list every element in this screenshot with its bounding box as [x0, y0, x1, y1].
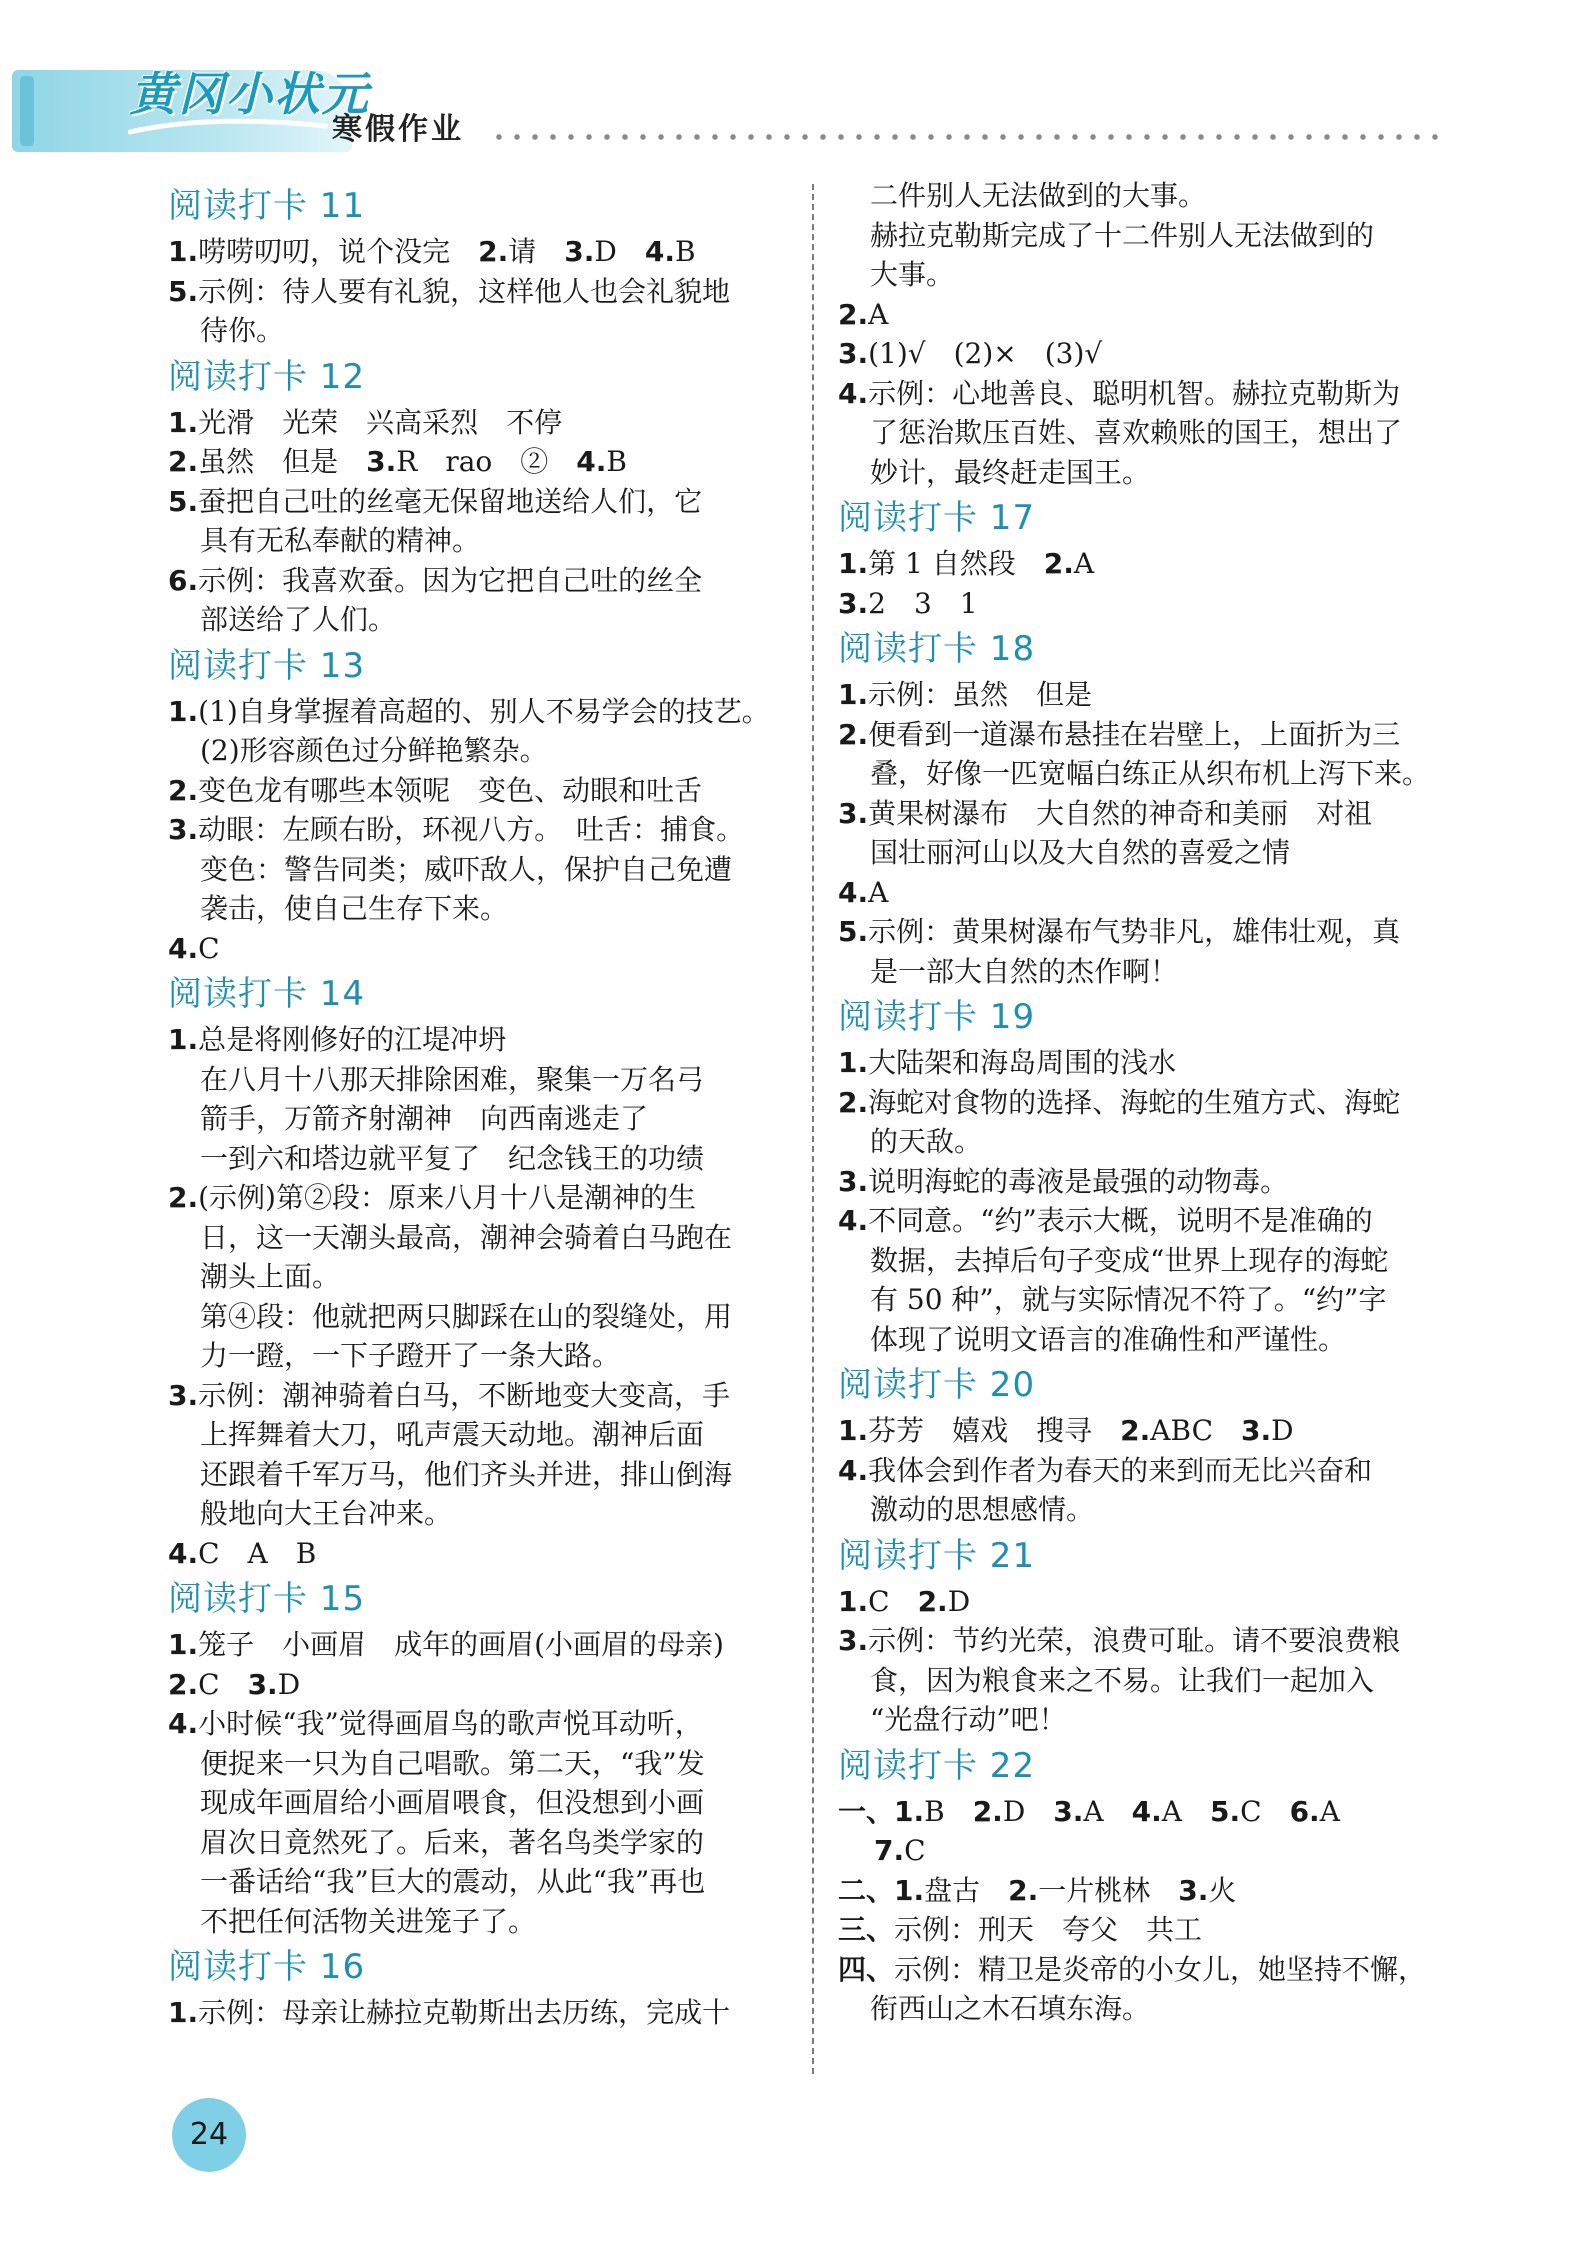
- answer-section: [168, 968, 788, 1573]
- answer-text: C: [1240, 1794, 1290, 1828]
- answer-text: 激动的思想感情。: [870, 1493, 1095, 1526]
- answer-text: 变色：警告同类；威吓敌人，保护自己免遭: [200, 852, 733, 886]
- answer-section: [838, 1740, 1468, 2029]
- answer-text: 眉次日竟然死了。后来，著名鸟类学家的: [200, 1825, 705, 1859]
- answer-text: (2)形容颜色过分鲜艳繁杂。: [200, 734, 548, 767]
- answer-line: [168, 1139, 788, 1179]
- answer-text: 妙计，最终赶走国王。: [870, 455, 1151, 489]
- answer-line: [168, 1783, 788, 1823]
- question-number: 1.: [838, 678, 869, 711]
- answer-section: [838, 991, 1468, 1359]
- question-number: 4.: [838, 376, 869, 410]
- answer-text: 赫拉克勒斯完成了十二件别人无法做到的: [870, 218, 1375, 252]
- answer-line: [168, 1297, 788, 1337]
- question-number: 1.: [168, 1996, 199, 2029]
- answer-section: [838, 492, 1468, 623]
- answer-line: [168, 1534, 788, 1574]
- question-number: 1.: [838, 1046, 869, 1079]
- question-number: 二、1.: [838, 1873, 925, 1907]
- answer-line: [168, 1704, 788, 1744]
- question-number: 4.: [644, 235, 675, 268]
- question-number: 4.: [168, 1707, 199, 1740]
- answer-line: [168, 1218, 788, 1258]
- answer-line: [838, 1490, 1468, 1530]
- question-number: 5.: [838, 915, 869, 948]
- question-number: 4.: [838, 875, 869, 909]
- answer-section: [838, 176, 1468, 492]
- answer-line: [168, 1862, 788, 1902]
- answer-text: 一片桃林: [1038, 1873, 1179, 1907]
- answer-line: [838, 176, 1468, 216]
- answer-line: [168, 311, 788, 351]
- question-number: 3.: [1178, 1873, 1209, 1907]
- answer-line: [168, 1494, 788, 1534]
- answer-line: [838, 374, 1468, 414]
- answer-text: 2 3 1: [868, 586, 978, 620]
- answer-line: [838, 1411, 1468, 1451]
- answer-text: 具有无私奉献的精神。: [200, 524, 481, 557]
- answer-text: 不把任何活物关进笼子了。: [200, 1904, 537, 1938]
- question-number: 2.: [1043, 547, 1074, 580]
- question-number: 3.: [1241, 1414, 1272, 1447]
- answer-text: 请: [508, 235, 565, 268]
- answer-text: 部送给了人们。: [200, 603, 397, 636]
- answer-text: 一番话给“我”巨大的震动，从此“我”再也: [200, 1865, 706, 1898]
- question-number: 1.: [168, 1628, 199, 1661]
- answer-line: [168, 1993, 788, 2033]
- answer-line: [168, 810, 788, 850]
- question-number: 7.: [874, 1834, 905, 1867]
- question-number: 2.: [1120, 1414, 1151, 1447]
- answer-text: 便捉来一只为自己唱歌。第二天，“我”发: [200, 1746, 705, 1780]
- question-number: 2.: [1008, 1873, 1039, 1907]
- question-number: 2.: [838, 1085, 869, 1119]
- answer-line: [838, 1700, 1468, 1740]
- answer-text: 笼子 小画眉 成年的画眉(小画眉的母亲): [198, 1628, 724, 1661]
- answer-line: [168, 1336, 788, 1376]
- answer-text: A: [1161, 1794, 1210, 1828]
- question-number: 1.: [838, 1584, 869, 1618]
- answer-line: [168, 600, 788, 640]
- question-number: 1.: [168, 1023, 199, 1056]
- answer-line: [168, 1665, 788, 1705]
- answer-line: [168, 1902, 788, 1942]
- question-number: 3.: [838, 337, 869, 370]
- left-column: [168, 180, 788, 2033]
- brand-swoosh-icon: [128, 112, 328, 142]
- question-number: 1.: [168, 405, 199, 439]
- answer-text: 变色龙有哪些本领呢 变色、动眼和吐舌: [198, 773, 703, 807]
- question-number: 5.: [168, 274, 199, 308]
- answer-text: 蚕把自己吐的丝毫无保留地送给人们，它: [198, 484, 703, 518]
- answer-text: D: [1271, 1414, 1294, 1447]
- answer-line: [168, 1020, 788, 1060]
- section-title: 阅读打卡 19: [838, 997, 1036, 1037]
- section-title: 阅读打卡 17: [838, 498, 1036, 538]
- answer-line: [838, 1621, 1468, 1661]
- question-number: 6.: [1289, 1794, 1320, 1828]
- answer-line: [168, 889, 788, 929]
- answer-text: 大陆架和海岛周围的浅水: [868, 1046, 1177, 1079]
- answer-text: (1)自身掌握着高超的、别人不易学会的技艺。: [198, 694, 770, 728]
- answer-line: [838, 754, 1468, 794]
- answer-text: 火: [1208, 1873, 1237, 1907]
- answer-line: [838, 1162, 1468, 1202]
- answer-text: 体现了说明文语言的准确性和严谨性。: [870, 1322, 1347, 1356]
- answer-line: [168, 232, 788, 272]
- answer-section: [838, 1359, 1468, 1530]
- answer-line: [168, 1455, 788, 1495]
- answer-text: 示例：母亲让赫拉克勒斯出去历练，完成十: [198, 1996, 731, 2029]
- question-number: 1.: [168, 694, 199, 728]
- question-number: 3.: [247, 1667, 278, 1701]
- answer-line: [168, 1415, 788, 1455]
- answer-text: 有 50 种”，就与实际情况不符了。“约”字: [870, 1283, 1387, 1316]
- answer-text: 示例：我喜欢蚕。因为它把自己吐的丝全: [198, 563, 703, 597]
- answer-text: A: [1319, 1794, 1340, 1828]
- answer-text: 示例：刑天 夸父 共工: [894, 1913, 1203, 1946]
- question-number: 4.: [168, 1536, 199, 1570]
- answer-text: 是一部大自然的杰作啊！: [870, 954, 1179, 988]
- answer-text: 示例：精卫是炎帝的小女儿，她坚持不懈，: [894, 1952, 1427, 1986]
- answer-text: 示例：待人要有礼貌，这样他人也会礼貌地: [198, 274, 731, 308]
- answer-text: 光滑 光荣 兴高采烈 不停: [198, 405, 563, 439]
- question-number: 三、: [838, 1913, 895, 1946]
- answer-line: [838, 216, 1468, 256]
- question-number: 5.: [168, 484, 199, 518]
- page-number: 24: [172, 2098, 246, 2172]
- answer-line: [838, 1989, 1468, 2029]
- answer-text: 示例：潮神骑着白马，不断地变大变高，手: [198, 1378, 731, 1412]
- answer-line: [838, 1201, 1468, 1241]
- question-number: 5.: [1210, 1794, 1241, 1828]
- answer-line: [838, 1582, 1468, 1622]
- answer-text: 数据，去掉后句子变成“世界上现存的海蛇: [870, 1243, 1389, 1277]
- answer-text: 还跟着千军万马，他们齐头并进，排山倒海: [200, 1457, 733, 1491]
- question-number: 4.: [838, 1453, 869, 1487]
- answer-line: [838, 833, 1468, 873]
- answer-text: 便看到一道瀑布悬挂在岩壁上，上面折为三: [868, 717, 1401, 751]
- answer-line: [838, 675, 1468, 715]
- answer-line: [838, 413, 1468, 453]
- question-number: 四、: [838, 1952, 895, 1986]
- answer-text: 黄果树瀑布 大自然的神奇和美丽 对祖: [868, 796, 1373, 830]
- answer-line: [838, 1280, 1468, 1320]
- answer-text: (1)√ (2)× (3)√: [868, 337, 1103, 370]
- answer-line: [168, 1099, 788, 1139]
- answer-line: [838, 453, 1468, 493]
- answer-line: [168, 771, 788, 811]
- header-subtitle: 寒假作业: [332, 112, 464, 147]
- answer-text: 食，因为粮食来之不易。让我们一起加入: [870, 1663, 1375, 1697]
- answer-text: 动眼：左顾右盼，环视八方。 吐舌：捕食。: [198, 813, 745, 846]
- answer-line: [168, 521, 788, 561]
- question-number: 1.: [838, 1414, 869, 1447]
- answer-section: [168, 180, 788, 351]
- answer-text: A: [1083, 1794, 1132, 1828]
- answer-text: 二件别人无法做到的大事。: [870, 179, 1207, 212]
- answer-line: [168, 1060, 788, 1100]
- answer-text: 唠唠叨叨，说个没完: [198, 235, 479, 268]
- answer-line: [838, 544, 1468, 584]
- answer-text: 潮头上面。: [200, 1260, 341, 1293]
- answer-text: 上挥舞着大刀，吼声震天动地。潮神后面: [200, 1418, 705, 1451]
- answer-text: D: [594, 235, 645, 268]
- answer-line: [838, 1451, 1468, 1491]
- answer-section: [168, 1573, 788, 1941]
- answer-text: D: [1002, 1794, 1054, 1828]
- answer-text: 小时候“我”觉得画眉鸟的歌声悦耳动听，: [198, 1707, 703, 1740]
- answer-text: 芬芳 嬉戏 搜寻: [868, 1414, 1121, 1447]
- answer-text: 日，这一天潮头最高，潮神会骑着白马跑在: [200, 1220, 733, 1254]
- answer-line: [168, 692, 788, 732]
- answer-line: [168, 929, 788, 969]
- answer-line: [838, 584, 1468, 624]
- answer-text: A: [868, 297, 889, 331]
- section-title: 阅读打卡 21: [838, 1535, 1036, 1576]
- answer-text: A: [1073, 547, 1095, 580]
- answer-text: 般地向大王台冲来。: [200, 1497, 453, 1530]
- answer-text: 力一蹬，一下子蹬开了一条大路。: [200, 1339, 621, 1372]
- answer-text: 示例：节约光荣，浪费可耻。请不要浪费粮: [868, 1624, 1401, 1657]
- answer-text: 第 1 自然段: [868, 547, 1044, 580]
- answer-text: 一到六和塔边就平复了 纪念钱王的功绩: [200, 1141, 705, 1175]
- answer-line: [168, 561, 788, 601]
- question-number: 2.: [168, 1667, 199, 1701]
- question-number: 2.: [478, 235, 509, 268]
- question-number: 3.: [838, 796, 869, 830]
- question-number: 3.: [838, 586, 869, 620]
- question-number: 2.: [972, 1794, 1003, 1828]
- question-number: 1.: [168, 235, 199, 268]
- answer-line: [838, 794, 1468, 834]
- answer-text: C A B: [198, 1536, 317, 1570]
- answer-text: 袭击，使自己生存下来。: [200, 892, 509, 925]
- answer-text: D: [277, 1667, 301, 1701]
- question-number: 4.: [838, 1204, 869, 1237]
- answer-line: [838, 873, 1468, 913]
- question-number: 6.: [168, 563, 199, 597]
- question-number: 2.: [168, 1181, 199, 1214]
- section-title: 阅读打卡 22: [838, 1745, 1036, 1786]
- answer-text: 待你。: [200, 314, 285, 347]
- answer-line: [838, 1910, 1468, 1950]
- column-divider: [812, 184, 814, 2074]
- answer-line: [168, 272, 788, 312]
- answer-section: [168, 351, 788, 640]
- answer-text: B: [674, 235, 696, 268]
- question-number: 3.: [564, 235, 595, 268]
- answer-text: 衔西山之木石填东海。: [870, 1992, 1151, 2025]
- question-number: 3.: [838, 1164, 869, 1198]
- answer-line: [168, 1823, 788, 1863]
- answer-text: D: [947, 1584, 971, 1618]
- answer-line: [838, 1043, 1468, 1083]
- question-number: 2.: [838, 297, 869, 331]
- header-dotted-rule: [490, 132, 1450, 142]
- answer-text: C: [198, 1667, 248, 1701]
- brand-logo: 黄冈小状元: [130, 67, 370, 121]
- answer-line: [838, 1871, 1468, 1911]
- answer-line: [838, 715, 1468, 755]
- answer-line: [838, 1083, 1468, 1123]
- question-number: 3.: [1053, 1794, 1084, 1828]
- answer-line: [838, 952, 1468, 992]
- answer-text: 示例：心地善良、聪明机智。赫拉克勒斯为: [868, 376, 1401, 410]
- question-number: 3.: [168, 813, 199, 846]
- question-number: 2.: [838, 717, 869, 751]
- question-number: 1.: [838, 547, 869, 580]
- answer-line: [168, 731, 788, 771]
- question-number: 2.: [168, 445, 199, 478]
- answer-line: [838, 1950, 1468, 1990]
- answer-section: [168, 1941, 788, 2033]
- answer-line: [168, 1625, 788, 1665]
- question-number: 4.: [168, 931, 199, 965]
- answer-text: 国壮丽河山以及大自然的喜爱之情: [870, 836, 1291, 869]
- answer-text: 第④段：他就把两只脚踩在山的裂缝处，用: [200, 1299, 733, 1333]
- answer-line: [838, 1320, 1468, 1360]
- right-column: [838, 176, 1468, 2029]
- question-number: 一、1.: [838, 1794, 925, 1828]
- answer-text: 总是将刚修好的江堤冲坍: [198, 1023, 507, 1056]
- answer-text: 大事。: [870, 258, 955, 291]
- answer-text: 叠，好像一匹宽幅白练正从织布机上泻下来。: [870, 757, 1431, 790]
- answer-text: 现成年画眉给小画眉喂食，但没想到小画: [200, 1786, 705, 1819]
- page-header: [0, 0, 1588, 160]
- answer-text: 箭手，万箭齐射潮神 向西南逃走了: [200, 1102, 649, 1135]
- answer-line: [838, 334, 1468, 374]
- section-title: 阅读打卡 12: [168, 356, 366, 397]
- answer-line: [168, 1178, 788, 1218]
- answer-line: [838, 1831, 1468, 1871]
- answer-text: C: [904, 1834, 926, 1867]
- answer-text: 说明海蛇的毒液是最强的动物毒。: [868, 1164, 1289, 1198]
- question-number: 4.: [1131, 1794, 1162, 1828]
- answer-section: [168, 640, 788, 969]
- question-number: 2.: [168, 773, 199, 807]
- answer-line: [168, 1744, 788, 1784]
- section-title: 阅读打卡 15: [168, 1579, 366, 1619]
- answer-line: [168, 1376, 788, 1416]
- answer-line: [838, 255, 1468, 295]
- answer-text: C: [198, 931, 220, 965]
- section-title: 阅读打卡 11: [168, 186, 366, 226]
- answer-text: 的天敌。: [870, 1125, 983, 1158]
- section-title: 阅读打卡 13: [168, 645, 366, 686]
- answer-line: [838, 912, 1468, 952]
- answer-section: [838, 1530, 1468, 1740]
- answer-text: 示例：虽然 但是: [868, 678, 1093, 711]
- answer-text: 海蛇对食物的选择、海蛇的生殖方式、海蛇: [868, 1085, 1401, 1119]
- answer-text: R rao ②: [396, 445, 577, 478]
- question-number: 3.: [168, 1378, 199, 1412]
- answer-text: 虽然 但是: [198, 445, 367, 478]
- answer-text: ABC: [1150, 1414, 1242, 1447]
- answer-line: [168, 850, 788, 890]
- answer-text: 我体会到作者为春天的来到而无比兴奋和: [868, 1453, 1373, 1487]
- section-title: 阅读打卡 14: [168, 974, 366, 1014]
- question-number: 4.: [576, 445, 607, 478]
- answer-text: “光盘行动”吧！: [870, 1703, 1067, 1736]
- answer-line: [168, 1257, 788, 1297]
- answer-line: [838, 1661, 1468, 1701]
- answer-line: [838, 295, 1468, 335]
- answer-text: B: [924, 1794, 973, 1828]
- answer-section: [838, 623, 1468, 991]
- answer-text: C: [868, 1584, 918, 1618]
- section-title: 阅读打卡 20: [838, 1365, 1036, 1405]
- answer-line: [168, 482, 788, 522]
- answer-text: 在八月十八那天排除困难，聚集一万名弓: [200, 1062, 705, 1096]
- answer-text: A: [868, 875, 889, 909]
- answer-line: [838, 1241, 1468, 1281]
- answer-text: 示例：黄果树瀑布气势非凡，雄伟壮观，真: [868, 915, 1401, 948]
- answer-text: B: [606, 445, 627, 478]
- question-number: 3.: [838, 1624, 869, 1657]
- answer-line: [838, 1792, 1468, 1832]
- question-number: 3.: [366, 445, 397, 478]
- answer-line: [168, 403, 788, 443]
- answer-line: [838, 1122, 1468, 1162]
- answer-text: 盘古: [924, 1873, 1009, 1907]
- section-title: 阅读打卡 16: [168, 1947, 366, 1987]
- question-number: 2.: [917, 1584, 948, 1618]
- answer-text: (示例)第②段：原来八月十八是潮神的生: [198, 1181, 696, 1214]
- answer-text: 不同意。“约”表示大概，说明不是准确的: [868, 1204, 1373, 1237]
- answer-text: 了惩治欺压百姓、喜欢赖账的国王，想出了: [870, 416, 1403, 449]
- answer-line: [168, 442, 788, 482]
- section-title: 阅读打卡 18: [838, 629, 1036, 669]
